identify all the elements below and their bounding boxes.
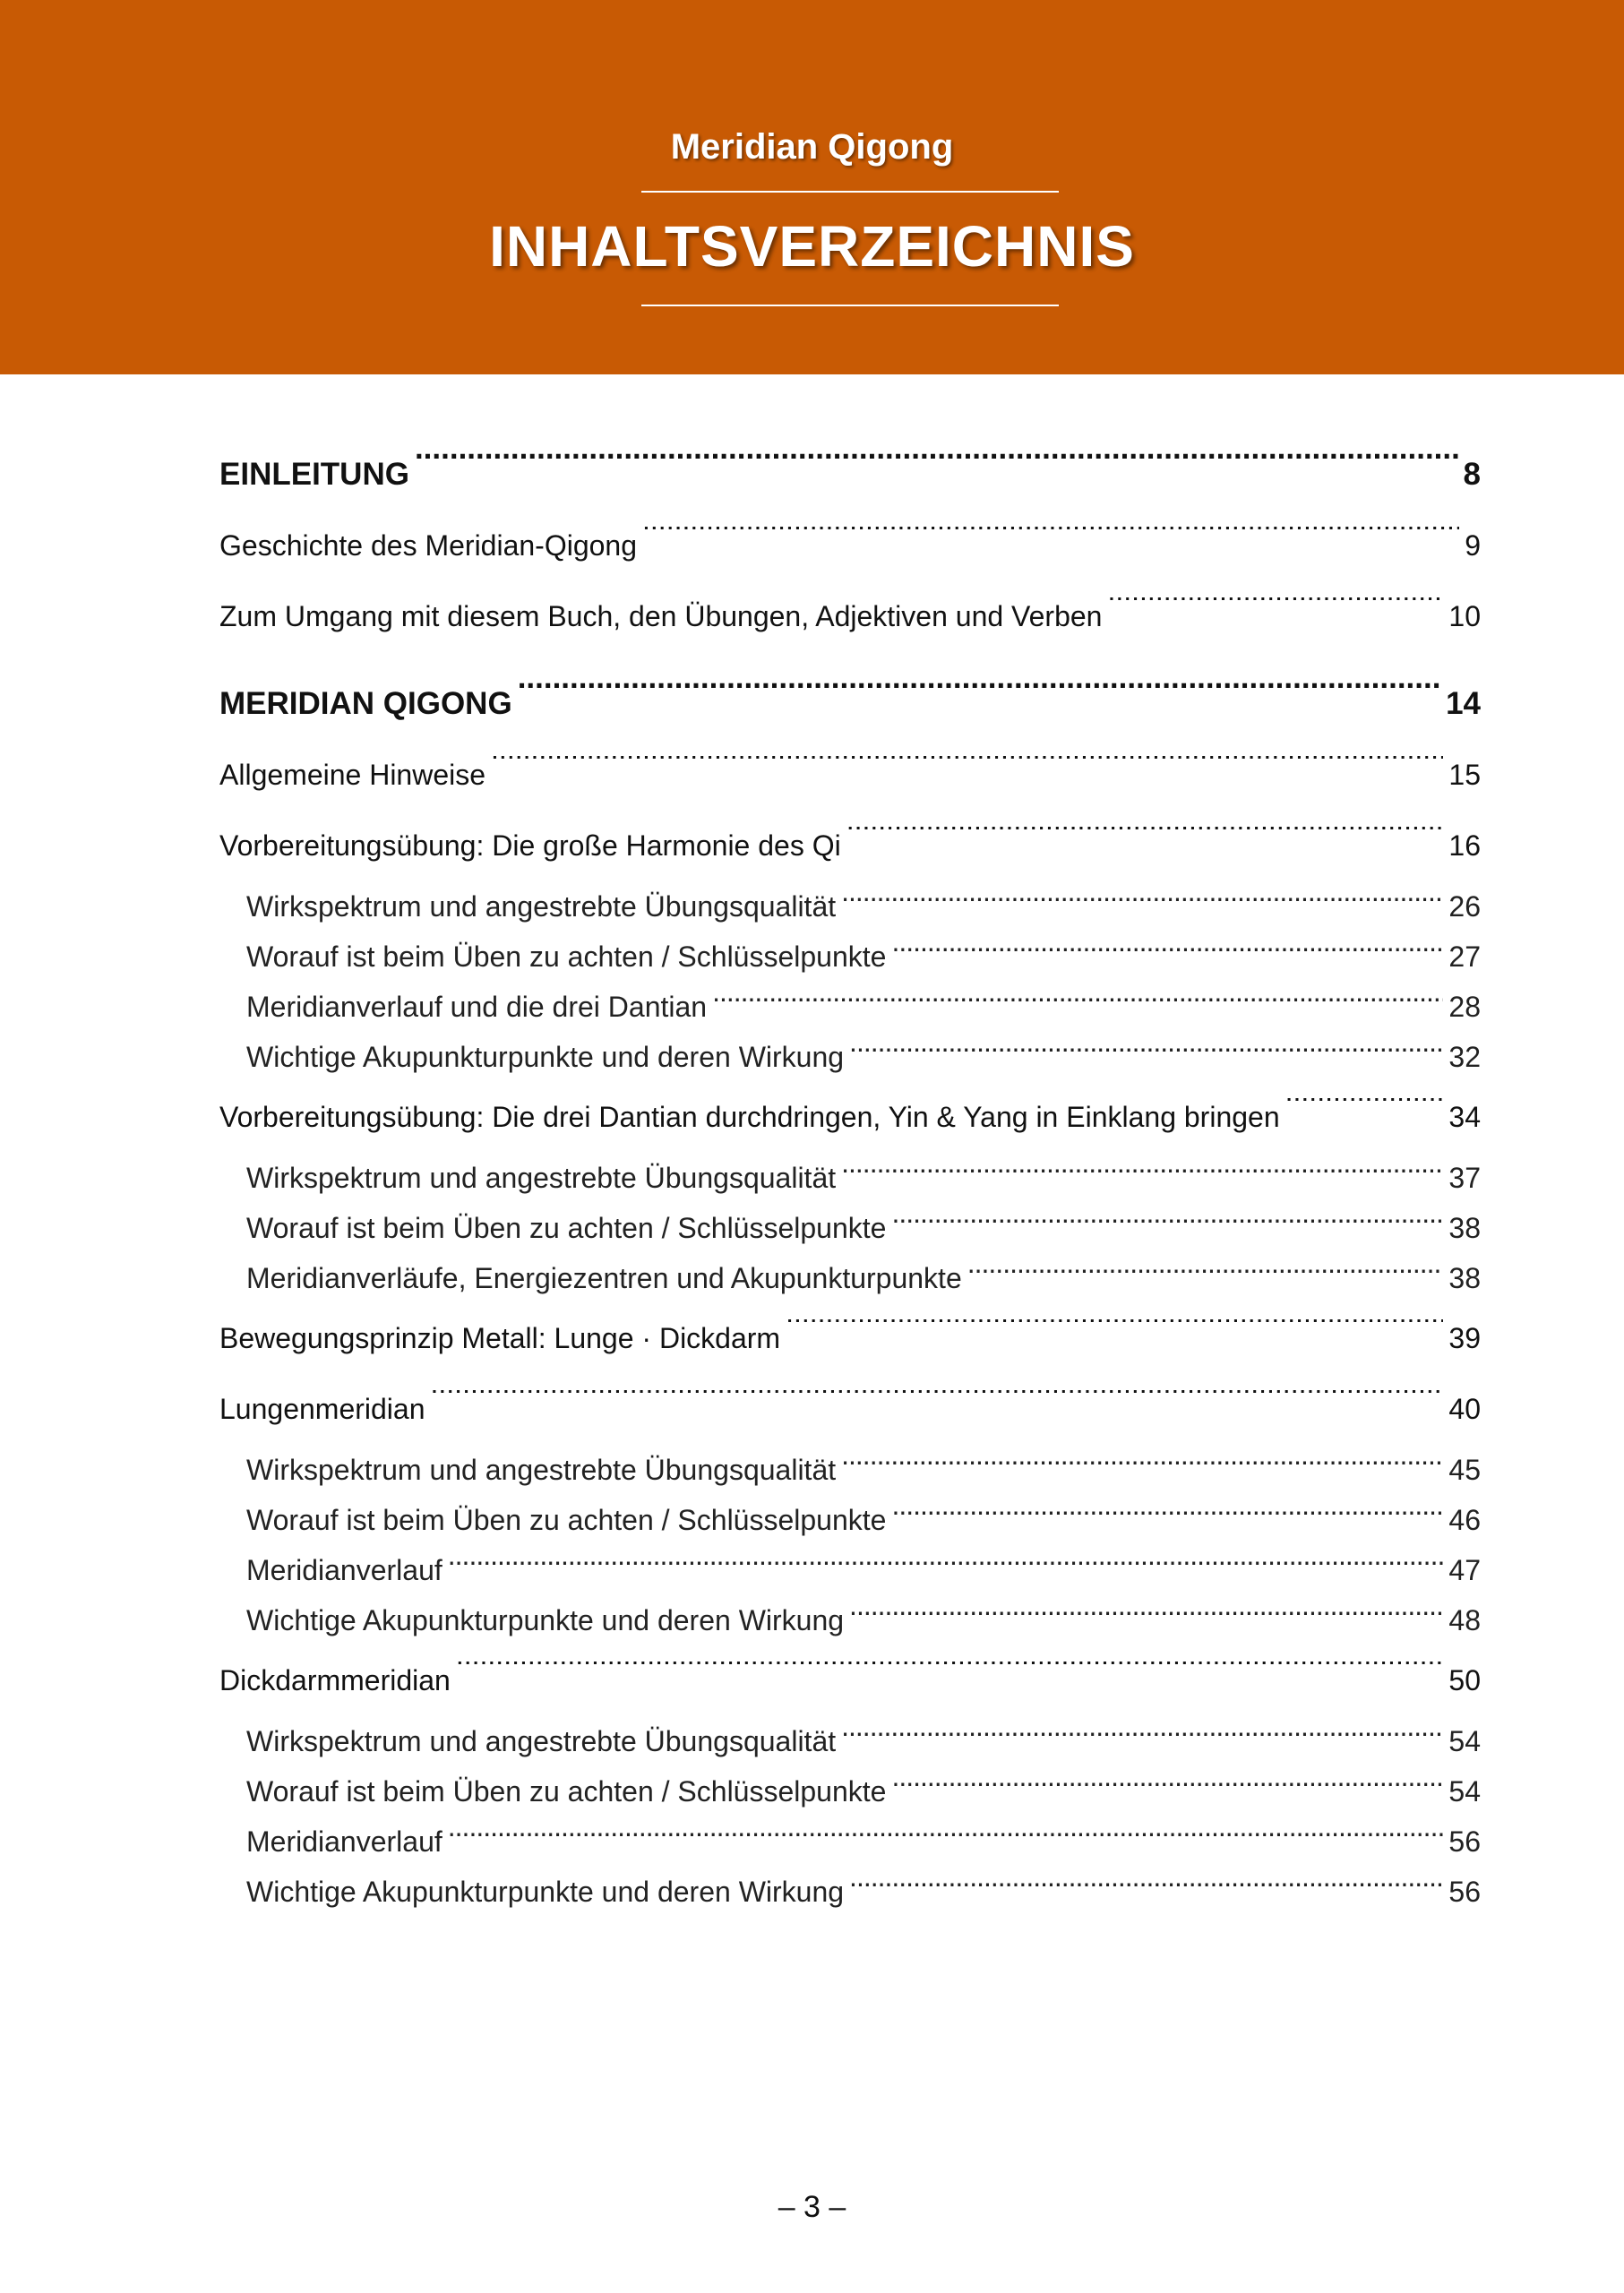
toc-dot-leader bbox=[431, 1390, 1444, 1419]
toc-entry-label: Worauf ist beim Üben zu achten / Schlüsselpunkte bbox=[246, 1775, 887, 1808]
toc-subsection bbox=[219, 1253, 1481, 1303]
page-title: INHALTSVERZEICHNIS bbox=[489, 214, 1135, 279]
toc-entry-page: 15 bbox=[1448, 759, 1481, 791]
page-number: – 3 – bbox=[778, 2190, 846, 2224]
toc-entry-page: 8 bbox=[1463, 457, 1481, 492]
toc-entry-page: 14 bbox=[1446, 686, 1481, 721]
toc-entry-label: Bewegungsprinzip Metall: Lunge · Dickdarm bbox=[219, 1322, 781, 1354]
toc-subsection bbox=[219, 1816, 1481, 1867]
toc-subsection bbox=[219, 1867, 1481, 1917]
toc-entry-label: Meridianverlauf und die drei Dantian bbox=[246, 991, 708, 1023]
toc-entry-label: Zum Umgang mit diesem Buch, den Übungen, Adjektiven und Verben bbox=[219, 600, 1103, 632]
toc-dot-leader bbox=[841, 1722, 1443, 1751]
toc-subsection bbox=[219, 982, 1481, 1032]
toc-dot-leader bbox=[448, 1823, 1444, 1851]
toc-entry-page: 27 bbox=[1448, 940, 1481, 973]
toc-dot-leader bbox=[642, 527, 1459, 555]
toc-subsection bbox=[219, 881, 1481, 932]
divider-bottom bbox=[641, 305, 1059, 306]
toc-chapter bbox=[219, 439, 1481, 511]
toc-dot-leader bbox=[849, 1602, 1443, 1630]
toc-entry-page: 50 bbox=[1448, 1664, 1481, 1696]
toc-dot-leader bbox=[712, 988, 1443, 1017]
toc-subsection bbox=[219, 1032, 1481, 1082]
toc-entry-page: 40 bbox=[1448, 1393, 1481, 1425]
toc-dot-leader bbox=[846, 827, 1444, 855]
toc-entry-page: 56 bbox=[1448, 1876, 1481, 1908]
toc-dot-leader bbox=[841, 888, 1443, 916]
toc-subsection bbox=[219, 1595, 1481, 1645]
toc-entry-page: 9 bbox=[1465, 529, 1481, 562]
toc-entry-label: Wirkspektrum und angestrebte Übungsqualität bbox=[246, 1725, 837, 1757]
toc-dot-leader bbox=[849, 1038, 1443, 1067]
book-title: Meridian Qigong bbox=[670, 127, 954, 167]
toc-entry-label: Worauf ist beim Üben zu achten / Schlüsselpunkte bbox=[246, 940, 887, 973]
toc-subsection bbox=[219, 1716, 1481, 1766]
toc-entry-label: Meridianverlauf bbox=[246, 1825, 443, 1858]
toc-entry-label: Dickdarmmeridian bbox=[219, 1664, 451, 1696]
toc-entry-label: Meridianverlauf bbox=[246, 1554, 443, 1586]
toc-section bbox=[219, 1645, 1481, 1716]
toc-entry-page: 28 bbox=[1448, 991, 1481, 1023]
toc-section bbox=[219, 511, 1481, 581]
toc-entry-page: 54 bbox=[1448, 1775, 1481, 1808]
toc-entry-label: Wichtige Akupunkturpunkte und deren Wirkung bbox=[246, 1604, 845, 1636]
toc-entry-page: 37 bbox=[1448, 1162, 1481, 1194]
toc-section bbox=[219, 1303, 1481, 1374]
toc-entry-label: Meridianverläufe, Energiezentren und Akupunkturpunkte bbox=[246, 1262, 962, 1294]
toc-entry-page: 56 bbox=[1448, 1825, 1481, 1858]
toc-dot-leader bbox=[1285, 1098, 1444, 1127]
toc-entry-label: Wichtige Akupunkturpunkte und deren Wirkung bbox=[246, 1041, 845, 1073]
toc-subsection bbox=[219, 1545, 1481, 1595]
toc-entry-page: 46 bbox=[1448, 1504, 1481, 1536]
toc-entry-label: Wirkspektrum und angestrebte Übungsqualität bbox=[246, 890, 837, 923]
toc-section bbox=[219, 1082, 1481, 1153]
toc-subsection bbox=[219, 1445, 1481, 1495]
toc-entry-label: EINLEITUNG bbox=[219, 457, 409, 492]
toc-entry-page: 32 bbox=[1448, 1041, 1481, 1073]
toc-entry-page: 48 bbox=[1448, 1604, 1481, 1636]
toc-dot-leader bbox=[891, 1773, 1443, 1801]
toc-dot-leader bbox=[448, 1551, 1444, 1580]
toc-dot-leader bbox=[849, 1873, 1443, 1902]
toc-entry-label: Geschichte des Meridian-Qigong bbox=[219, 529, 638, 562]
toc-entry-page: 26 bbox=[1448, 890, 1481, 923]
toc-dot-leader bbox=[518, 683, 1440, 714]
toc-dot-leader bbox=[491, 756, 1443, 785]
toc-dot-leader bbox=[891, 1501, 1443, 1530]
toc-section bbox=[219, 1374, 1481, 1445]
toc-section bbox=[219, 581, 1481, 652]
toc-entry-page: 10 bbox=[1448, 600, 1481, 632]
toc-section bbox=[219, 811, 1481, 881]
toc-subsection bbox=[219, 932, 1481, 982]
toc-subsection bbox=[219, 1495, 1481, 1545]
divider-top bbox=[641, 191, 1059, 193]
toc-entry-page: 45 bbox=[1448, 1454, 1481, 1486]
toc-entry-label: Worauf ist beim Üben zu achten / Schlüsselpunkte bbox=[246, 1504, 887, 1536]
toc-entry-label: Vorbereitungsübung: Die große Harmonie des Qi bbox=[219, 829, 841, 862]
toc-entry-page: 39 bbox=[1448, 1322, 1481, 1354]
toc-entry-label: Lungenmeridian bbox=[219, 1393, 425, 1425]
toc-entry-page: 16 bbox=[1448, 829, 1481, 862]
toc-chapter bbox=[219, 668, 1481, 740]
toc-entry-label: Allgemeine Hinweise bbox=[219, 759, 486, 791]
toc-entry-label: Vorbereitungsübung: Die drei Dantian durchdringen, Yin & Yang in Einklang bringen bbox=[219, 1101, 1280, 1133]
toc-dot-leader bbox=[891, 938, 1443, 966]
toc-dot-leader bbox=[891, 1209, 1443, 1238]
toc-dot-leader bbox=[967, 1259, 1444, 1288]
toc-dot-leader bbox=[415, 453, 1458, 485]
toc-dot-leader bbox=[456, 1662, 1444, 1690]
toc-dot-leader bbox=[841, 1159, 1443, 1188]
toc-entry-page: 38 bbox=[1448, 1262, 1481, 1294]
toc-subsection bbox=[219, 1766, 1481, 1816]
toc-entry-page: 38 bbox=[1448, 1212, 1481, 1244]
toc-entry-page: 54 bbox=[1448, 1725, 1481, 1757]
toc-entry-page: 47 bbox=[1448, 1554, 1481, 1586]
toc-subsection bbox=[219, 1203, 1481, 1253]
toc-entry-label: Wirkspektrum und angestrebte Übungsqualität bbox=[246, 1162, 837, 1194]
header-banner bbox=[0, 0, 1624, 374]
toc-dot-leader bbox=[841, 1451, 1443, 1480]
toc-entry-label: Wichtige Akupunkturpunkte und deren Wirkung bbox=[246, 1876, 845, 1908]
toc-entry-page: 34 bbox=[1448, 1101, 1481, 1133]
toc-entry-label: Wirkspektrum und angestrebte Übungsqualität bbox=[246, 1454, 837, 1486]
toc-dot-leader bbox=[786, 1319, 1443, 1348]
toc-dot-leader bbox=[1107, 597, 1443, 626]
toc-section bbox=[219, 740, 1481, 811]
toc-entry-label: MERIDIAN QIGONG bbox=[219, 686, 512, 721]
table-of-contents bbox=[219, 439, 1481, 1917]
toc-subsection bbox=[219, 1153, 1481, 1203]
toc-entry-label: Worauf ist beim Üben zu achten / Schlüsselpunkte bbox=[246, 1212, 887, 1244]
